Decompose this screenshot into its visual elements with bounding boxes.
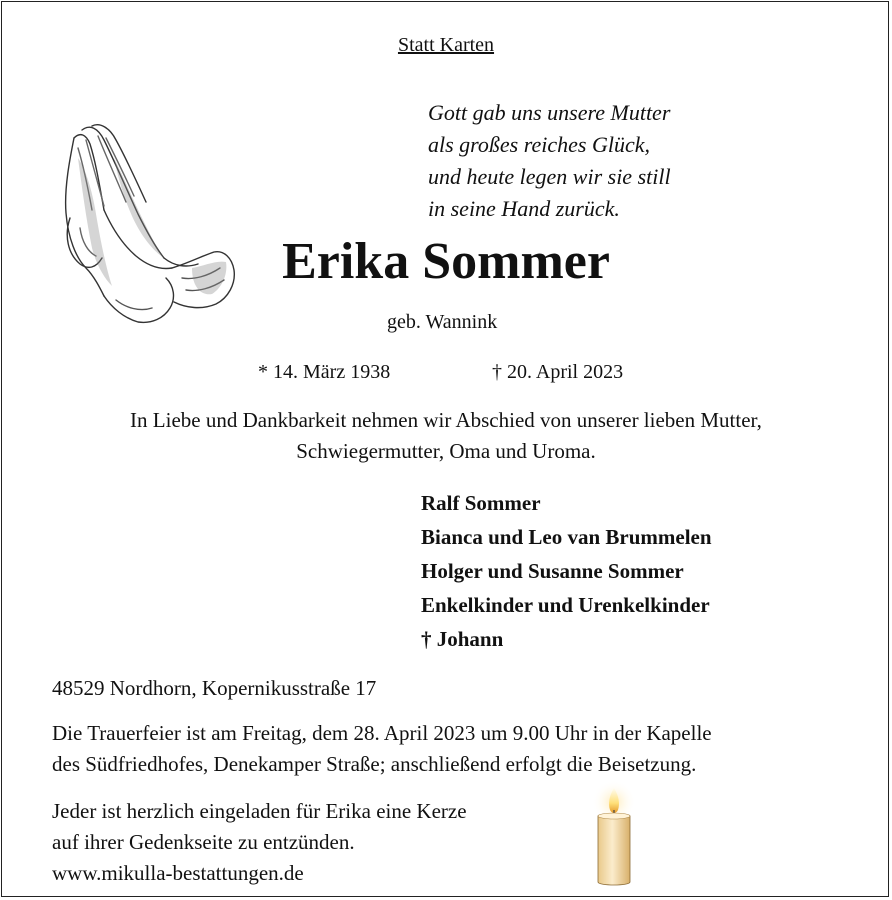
message-line: Schwiegermutter, Oma und Uroma. [296,439,596,463]
poem-line: und heute legen wir sie still [428,164,671,189]
farewell-message [0,405,892,467]
poem-line: als großes reiches Glück, [428,132,650,157]
family-member: Enkelkinder und Urenkelkinder [421,593,710,617]
family-list [421,486,712,656]
header-statt-karten: Statt Karten [397,34,495,56]
ceremony-line: Die Trauerfeier ist am Freitag, dem 28. April 2023 um 9.00 Uhr in der Kapelle [52,721,712,745]
birth-date: * 14. März 1938 [258,361,391,383]
ceremony-line: des Südfriedhofes, Denekamper Straße; anschließend erfolgt die Beisetzung. [52,752,697,776]
family-member: Bianca und Leo van Brummelen [421,525,712,549]
birth-name: geb. Wannink [387,311,498,333]
deceased-name: Erika Sommer [282,233,610,290]
address: 48529 Nordhorn, Kopernikusstraße 17 [52,676,377,700]
family-member: Ralf Sommer [421,491,541,515]
invite-line: Jeder ist herzlich eingeladen für Erika eine Kerze [52,799,467,823]
poem [428,97,671,225]
family-member: Holger und Susanne Sommer [421,559,684,583]
praying-hands-icon [52,118,237,328]
invite-line: auf ihrer Gedenkseite zu entzünden. [52,830,355,854]
death-date: † 20. April 2023 [492,361,624,383]
memorial-website-link[interactable]: www.mikulla-bestattungen.de [52,861,304,885]
ceremony-info [52,718,842,780]
family-member: † Johann [421,627,504,651]
poem-line: Gott gab uns unsere Mutter [428,100,671,125]
message-line: In Liebe und Dankbarkeit nehmen wir Abschied von unserer lieben Mutter, [130,408,762,432]
poem-line: in seine Hand zurück. [428,196,620,221]
candle-icon [584,780,644,888]
invitation [52,796,467,889]
